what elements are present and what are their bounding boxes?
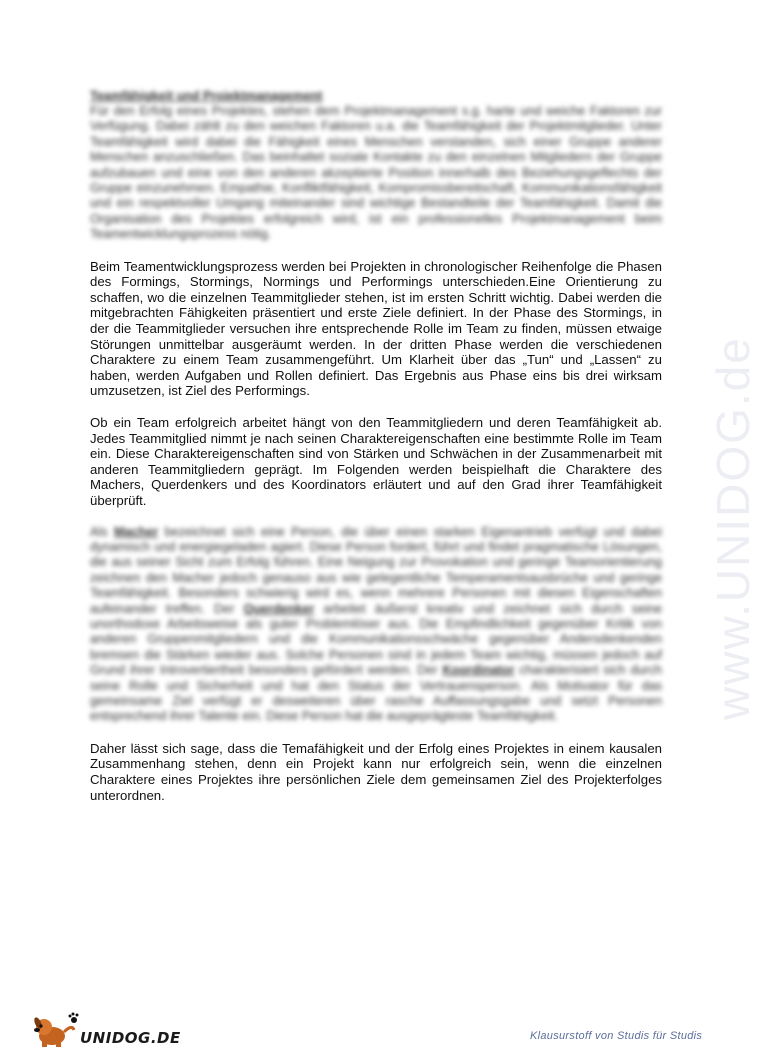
blurred-roles-section bbox=[90, 525, 662, 725]
paragraph-conclusion: Daher lässt sich sage, dass die Temafähigkeit und der Erfolg eines Projektes in einem kausalen Zusammenhang stehen, denn ein Projekt kann nur erfolgreich sein, wenn die einzelnen Charaktere eines Projektes ihre persönlichen Ziele dem gemeinsamen Ziel des Projekterfolges unterordnen. bbox=[90, 740, 662, 803]
blurred-text: Als bbox=[90, 524, 108, 539]
blurred-paragraph: Für den Erfolg eines Projektes, stehen dem Projektmanagement s.g. harte und weiche Faktoren zur Verfügung. Dabei zählt zu den weichen Faktoren u.a. die Teamfähigkeit der Projektmitglieder. Unter Teamfähigkeit wird dabei die Fähigkeit eines Menschen verstanden, sich einer Gruppe anderer Menschen anzuschließen. Das beinhaltet soziale Kontakte zu den einzelnen Mitgliedern der Gruppe aufzubauen und eine von den anderen akzeptierte Position innerhalb des Beziehungsgeflechts der Gruppe einzunehmen. Empathie, Konfliktfähigkeit, Kompromissbereitschaft, Kommunikationsfähigkeit und ein respektvoller Umgang miteinander sind wichtige Bestandteile der Teamfähigkeit. Damit die Organisation des Projektes erfolgreich wird, ist ein professionelles Projektmanagement beim Teamentwicklungsprozess nötig. bbox=[90, 104, 662, 242]
keyword-querdenker: Querdenker bbox=[243, 601, 315, 616]
paragraph-team-development: Beim Teamentwicklungsprozess werden bei Projekten in chronologischer Reihenfolge die Phasen des Formings, Stormings, Normings und Performings unterschieden.Eine Orientierung zu schaffen, wo die einzelnen Teammitglieder stehen, ist im ersten Schritt wichtig. Dabei werden die mitgebrachten Fähigkeiten präsentiert und erste Ziele definiert. In der Phase des Stormings, in der die Teammitglieder versuchen ihre entsprechende Rolle im Team zu finden, müssen etwaige Störungen unmittelbar ausgeräumt werden. In der dritten Phase werden die verschiedenen Charaktere zu einem Team zusammengeführt. Um Klarheit über das „Tun“ und „Lassen“ zu haben, werden Aufgaben und Rollen definiert. Das Ergebnis aus Phase eins bis drei wirksam umzusetzen, ist Ziel des Performings. bbox=[90, 258, 662, 399]
blurred-intro-section bbox=[90, 88, 662, 243]
document-body bbox=[90, 88, 662, 803]
paragraph-team-roles: Ob ein Team erfolgreich arbeitet hängt von den Teammitgliedern und deren Teamfähigkeit ab. Jedes Teammitglied nimmt je nach seinen Charaktereigenschaften eine bestimmte Rolle im Team ein. Diese Charaktereigenschaften sind von Stärken und Schwächen in der Zusammenarbeit mit anderen Teammitgliedern geprägt. Im Folgenden werden beispielhaft die Charaktere des Machers, Querdenkers und des Koordinators erläutert und auf den Grad ihrer Teamfähigkeit überprüft. bbox=[90, 415, 662, 508]
keyword-koordinator: Koordinator bbox=[442, 663, 515, 678]
unidog-logo bbox=[28, 1014, 181, 1048]
footer-slogan: Klausurstoff von Studis für Studis bbox=[530, 1030, 703, 1042]
keyword-macher: Macher bbox=[114, 524, 159, 539]
logo-text: UNIDOG.DE bbox=[80, 1029, 181, 1047]
section-title: Teamfähigkeit und Projektmanagement bbox=[90, 89, 323, 103]
blurred-text: arbeitet äußerst kreativ und zeichnet sich durch seine unorthodoxe Arbeitsweise als guter Problemlöser aus. Die Empfindlichkeit gegenüber Kritik von anderen Gruppenmitgliedern und die Kommunikationsschwäche gegenüber Andersdenkenden bremsen die Stärken wieder aus. Solche Personen sind in jedem Team wichtig, müssen jedoch auf Grund ihrer Introvertiertheit besonders gefördert werden. Der bbox=[90, 601, 663, 678]
blurred-text: charakterisiert sich durch seine Rolle und Sicherheit und hat den Status der Vertrauensperson. Als Motivator für das gemeinsame Ziel verfügt er desweiteren über rasche Auffassungsgabe und setzt Personen entsprechend ihrer Talente ein. Diese Person hat die ausgeprägteste Teamfähigkeit. bbox=[90, 663, 663, 724]
paw-icon bbox=[68, 1012, 80, 1024]
watermark: www.UNIDOG.de bbox=[707, 336, 759, 720]
blurred-text: bezeichnet sich eine Person, die über einen starken Eigenantrieb verfügt und dabei dynamisch und energiegeladen agiert. Diese Person fordert, führt und findet pragmatische Lösungen, die aus seiner Sicht zum Erfolg führen. Eine Neigung zur Provokation und geringe Teamorientierung zeichnen den Macher jedoch genauso aus wie gelegentliche Temperamentsausbrüche und geringe Teamfähigkeit. Besonders schwierig wird es, wenn mehrere Personen mit diesen Eigenschaften aufeinander treffen. Der bbox=[90, 524, 662, 616]
blurred-paragraph-roles bbox=[90, 525, 662, 725]
